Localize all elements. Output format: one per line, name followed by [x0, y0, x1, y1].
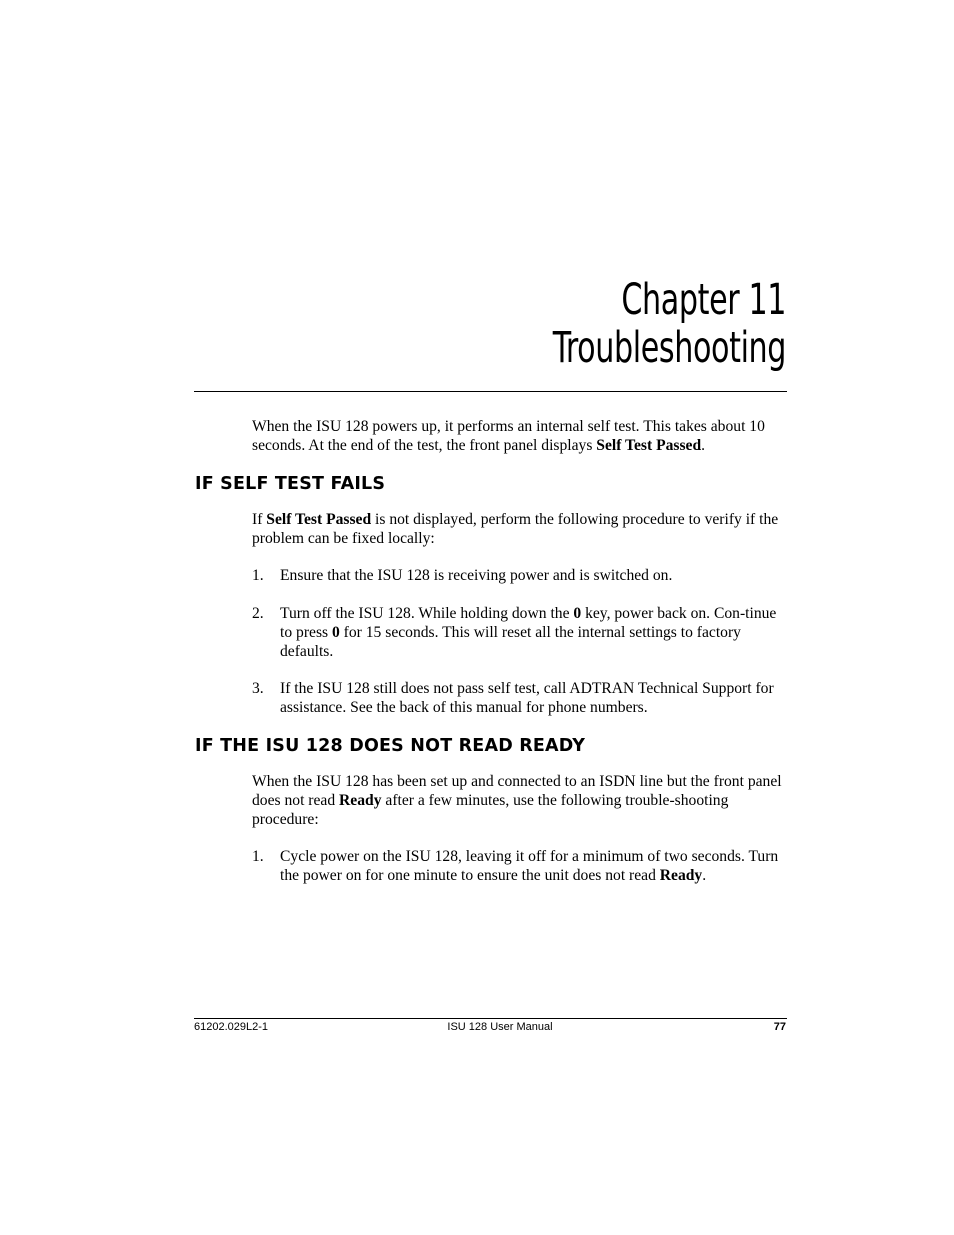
chapter-number: Chapter 11 — [621, 275, 786, 325]
section-heading-not-ready: IF THE ISU 128 DOES NOT READ READY — [195, 736, 586, 756]
section2-intro — [252, 773, 787, 829]
chapter-title — [553, 276, 786, 372]
list-item — [252, 605, 787, 661]
section2-intro-text: When the ISU 128 has been set up and connected to an ISDN line but the front panel does not read — [252, 773, 782, 809]
intro-paragraph — [252, 418, 787, 456]
intro-end-text: . — [701, 436, 706, 454]
title-rule — [194, 391, 787, 392]
list-number: 1. — [252, 567, 264, 584]
list-number: 2. — [252, 605, 264, 622]
list-item — [252, 680, 787, 718]
intro-text: When the ISU 128 powers up, it performs an internal self test. This takes about 10 seconds. At the end of the test, the front panel displays — [252, 418, 765, 454]
list-text: Ensure that the ISU 128 is receiving power and is switched on. — [280, 567, 673, 584]
section2-intro-bold: Ready — [339, 791, 382, 809]
list-number: 1. — [252, 848, 264, 865]
list-text: Turn off the ISU 128. While holding down the 0 key, power back on. Con-tinue to press 0 for 15 seconds. This will reset all the internal settings to factory defaults. — [280, 605, 777, 660]
list-item — [252, 848, 787, 886]
footer-doc-number: 61202.029L2-1 — [194, 1021, 269, 1033]
footer-page-number: 77 — [773, 1021, 786, 1033]
section1-intro — [252, 511, 787, 549]
section-heading-self-test: IF SELF TEST FAILS — [195, 474, 386, 494]
list-text: If the ISU 128 still does not pass self test, call ADTRAN Technical Support for assistance. See the back of this manual for phone numbers. — [280, 680, 774, 716]
list-number: 3. — [252, 680, 264, 697]
list-text: Cycle power on the ISU 128, leaving it off for a minimum of two seconds. Turn the power on for one minute to ensure the unit does not read Ready. — [280, 848, 779, 884]
section2-intro-end: after a few minutes, use the following trouble-shooting procedure: — [252, 791, 729, 828]
footer-rule — [194, 1018, 787, 1019]
section1-intro-bold: Self Test Passed — [266, 511, 372, 528]
section1-intro-end: is not displayed, perform the following procedure to verify if the problem can be fixed locally: — [252, 511, 779, 547]
chapter-name: Troubleshooting — [552, 323, 786, 373]
section1-intro-text: If — [252, 511, 267, 528]
intro-bold-text: Self Test Passed — [596, 436, 702, 454]
footer-manual-title: ISU 128 User Manual — [447, 1021, 553, 1033]
list-item — [252, 567, 787, 586]
